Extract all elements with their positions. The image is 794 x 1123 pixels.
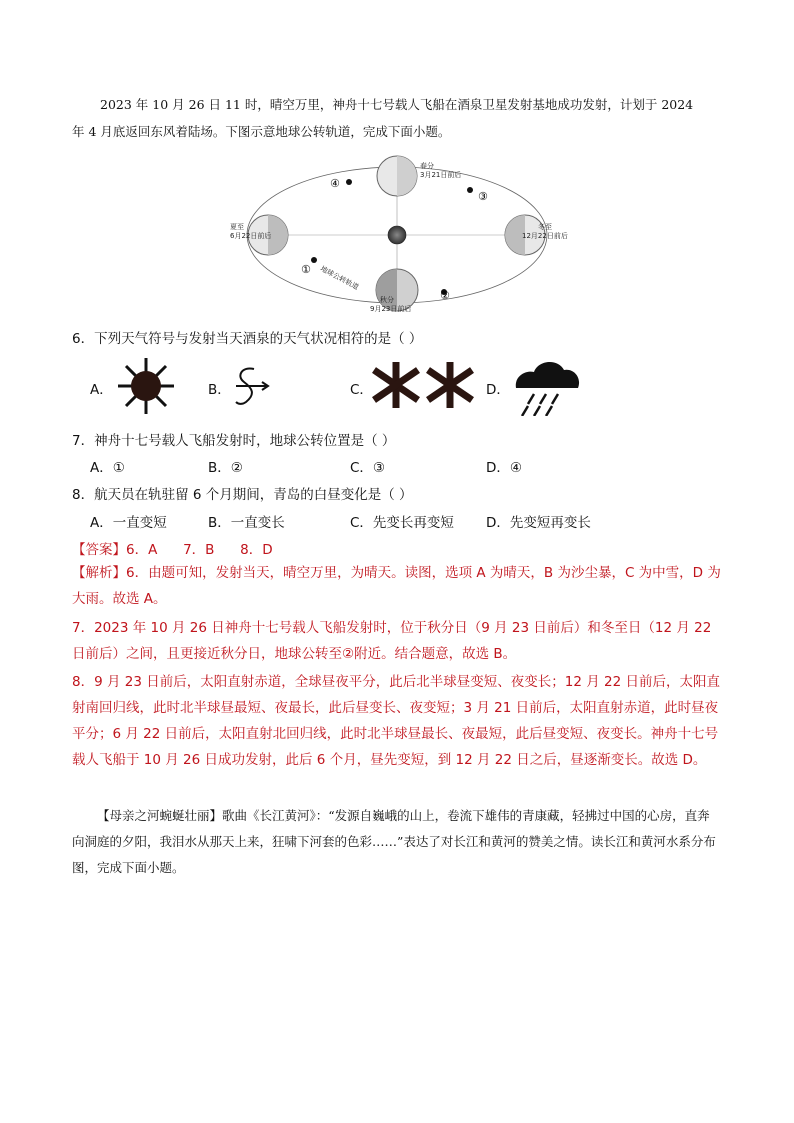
label-spring: 春分 bbox=[420, 162, 434, 170]
earth-spring-icon bbox=[377, 156, 417, 196]
q7-option-d: D．④ bbox=[486, 460, 522, 476]
heavy-rain-icon bbox=[512, 354, 582, 416]
intro-2: 【母亲之河蜿蜒壮丽】歌曲《长江黄河》：“发源自巍峨的山上，卷流下雄伟的青康藏，轻拂过中国的心房，直奔向洞庭的夕阳，我泪水从那天上来，狂啸下河套的色彩……”表达了对长江和黄河的赞美之情。读长江和黄河水系分布图，完成下面小题。 bbox=[72, 808, 716, 875]
sandstorm-icon bbox=[232, 364, 272, 408]
q8-option-b: B．一直变长 bbox=[208, 515, 285, 531]
marker-3: ③ bbox=[478, 190, 488, 203]
q8-option-d: D．先变短再变长 bbox=[486, 515, 591, 531]
marker-2: ② bbox=[440, 289, 450, 302]
q6-option-a-label: A． bbox=[90, 382, 113, 398]
intro-line-1: 2023 年 10 月 26 日 11 时，晴空万里，神舟十七号载人飞船在酒泉卫星发射基地成功发射，计划于 2024 bbox=[100, 97, 694, 112]
analysis-8: 8．9 月 23 日前后，太阳直射赤道，全球昼夜平分，此后北半球昼变短、夜变长；12 月 22 日前后，太阳直射南回归线，此时北半球昼最短、夜最长，此后昼变长、夜变短；3 月 21 日前后，太阳直射赤道，此时昼夜平分；6 月 22 日前后，太阳直射北回归线，此时北半球昼最长、夜最短，此后昼变短、夜变长。神舟十七号载人飞船于 10 月 26 日成功发射，此后 6 个月，昼先变短，到 12 月 22 日之后，昼逐渐变长。故选 D。 bbox=[72, 674, 720, 768]
sun-icon bbox=[116, 356, 176, 416]
q7-option-c: C．③ bbox=[350, 460, 386, 476]
q6-option-c-label: C． bbox=[350, 382, 373, 398]
q8-option-a: A．一直变短 bbox=[90, 515, 167, 531]
answer-line bbox=[72, 538, 273, 558]
answer-tag: 【答案】 bbox=[72, 542, 126, 558]
q6-option-b-label: B． bbox=[208, 382, 231, 398]
sun-icon bbox=[388, 226, 406, 244]
analysis-6 bbox=[72, 560, 722, 612]
earth-orbit-diagram bbox=[222, 150, 572, 320]
question-8: 8．航天员在轨驻留 6 个月期间，青岛的白昼变化是（ ） bbox=[72, 487, 413, 503]
label-spring-date: 3月21日前后 bbox=[420, 171, 462, 179]
q6-option-d-label: D． bbox=[486, 382, 510, 398]
label-summer: 夏至 bbox=[230, 223, 244, 231]
q7-option-a: A．① bbox=[90, 460, 125, 476]
marker-4: ④ bbox=[330, 177, 340, 190]
label-winter-date: 12月22日前后 bbox=[522, 232, 568, 240]
marker-1: ① bbox=[301, 263, 311, 276]
label-autumn-date: 9月23日前后 bbox=[370, 305, 412, 313]
answer-text: 6．A 7．B 8．D bbox=[126, 542, 273, 558]
label-winter: 冬至 bbox=[538, 223, 552, 231]
analysis-6-text: 6．由题可知，发射当天，晴空万里，为晴天。读图，选项 A 为晴天，B 为沙尘暴，C 为中雪，D 为大雨。故选 A。 bbox=[72, 565, 721, 607]
q8-option-c: C．先变长再变短 bbox=[350, 515, 454, 531]
label-autumn: 秋分 bbox=[380, 296, 394, 304]
q7-option-b: B．② bbox=[208, 460, 243, 476]
question-6: 6．下列天气符号与发射当天酒泉的天气状况相符的是（ ） bbox=[72, 331, 423, 347]
heavy-snow-icon bbox=[370, 360, 480, 410]
intro-line-2: 年 4 月底返回东风着陆场。下图示意地球公转轨道，完成下面小题。 bbox=[72, 124, 451, 139]
label-summer-date: 6月22日前后 bbox=[230, 232, 272, 240]
question-7: 7．神舟十七号载人飞船发射时，地球公转位置是（ ） bbox=[72, 433, 396, 449]
analysis-7: 7．2023 年 10 月 26 日神舟十七号载人飞船发射时，位于秋分日（9 月 23 日前后）和冬至日（12 月 22 日前后）之间，且更接近秋分日，地球公转至②附近。结合题意，故选 B。 bbox=[72, 620, 712, 662]
analysis-tag: 【解析】 bbox=[72, 565, 126, 581]
label-orbit: 地球公转轨道 bbox=[319, 264, 360, 292]
